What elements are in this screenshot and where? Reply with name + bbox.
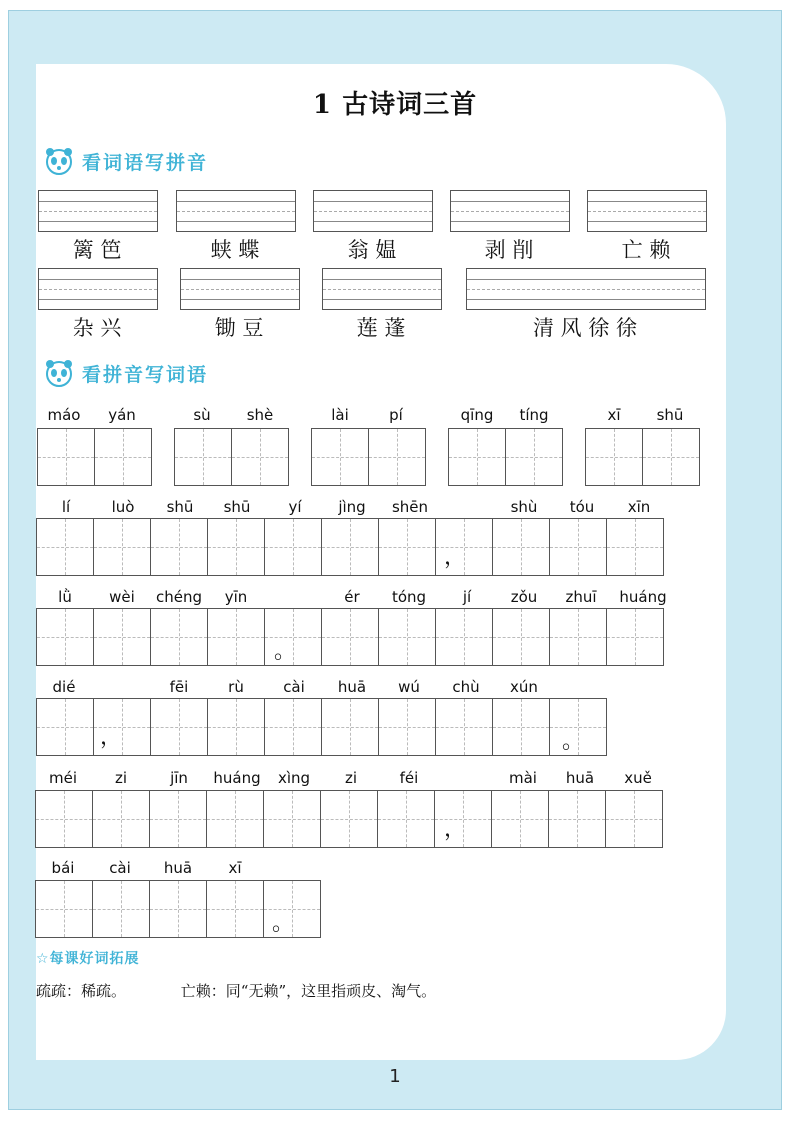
writing-cell[interactable] [94, 519, 151, 575]
pinyin-answer-box[interactable] [38, 190, 158, 232]
word: 清 风 徐 徐 [532, 316, 638, 340]
pinyin-answer-box[interactable] [450, 190, 570, 232]
writing-cell[interactable] [379, 699, 436, 755]
pinyin-label: chù [452, 678, 480, 696]
writing-grid[interactable] [585, 428, 700, 486]
writing-cell[interactable] [586, 429, 643, 485]
pinyin-label: shù [510, 498, 538, 516]
pinyin-label: xī [607, 406, 621, 424]
writing-cell[interactable] [151, 699, 208, 755]
pinyin-answer-box[interactable] [587, 190, 707, 232]
section1-header [42, 144, 208, 178]
pinyin-label: luò [111, 498, 135, 516]
pinyin-label: méi [48, 769, 77, 787]
writing-cell[interactable] [93, 881, 150, 937]
writing-cell[interactable] [232, 429, 288, 485]
writing-cell[interactable] [175, 429, 232, 485]
pinyin-label: lí [61, 498, 71, 516]
writing-cell[interactable] [150, 791, 207, 847]
pinyin-label: wèi [109, 588, 135, 606]
writing-cell[interactable] [379, 609, 436, 665]
section2-header [42, 356, 208, 390]
pinyin-label: máo [47, 406, 81, 424]
pinyin-label: jīn [170, 769, 188, 787]
writing-cell[interactable] [37, 519, 94, 575]
pinyin-label: xīn [627, 498, 651, 516]
extension-item: 疏疏：稀疏。 [36, 982, 127, 1000]
pinyin-label: shè [246, 406, 274, 424]
writing-cell[interactable] [506, 429, 562, 485]
period: 。 [272, 911, 295, 936]
section1-label: 看词语写拼音 [82, 151, 209, 174]
word: 杂 兴 [72, 316, 122, 340]
pinyin-label: pí [389, 406, 403, 424]
period: 。 [274, 639, 297, 664]
pinyin-label: shū [656, 406, 684, 424]
pinyin-label: yí [288, 498, 302, 516]
pinyin-answer-box[interactable] [180, 268, 300, 310]
writing-cell[interactable] [606, 791, 662, 847]
writing-cell[interactable] [36, 791, 93, 847]
pinyin-label: jìng [338, 498, 366, 516]
writing-cell[interactable] [493, 519, 550, 575]
writing-grid[interactable] [35, 790, 663, 848]
pinyin-label: dié [52, 678, 76, 696]
pinyin-label: huáng [619, 588, 667, 606]
writing-cell[interactable] [321, 791, 378, 847]
writing-cell[interactable] [150, 881, 207, 937]
pinyin-label: chéng [155, 588, 202, 606]
writing-cell[interactable] [322, 609, 379, 665]
extension-label: ☆每课好词拓展 [36, 951, 140, 967]
writing-cell[interactable] [208, 519, 265, 575]
pinyin-label: cài [109, 859, 131, 877]
page-number: 1 [389, 1066, 401, 1087]
writing-cell[interactable] [208, 699, 265, 755]
pinyin-label: lǜ [58, 588, 72, 606]
writing-cell[interactable] [265, 519, 322, 575]
pinyin-label: zǒu [510, 588, 538, 606]
pinyin-label: zi [114, 769, 128, 787]
writing-cell[interactable] [207, 881, 264, 937]
pinyin-answer-box[interactable] [466, 268, 706, 310]
pinyin-label: bái [51, 859, 75, 877]
pinyin-answer-box[interactable] [313, 190, 433, 232]
pinyin-label: tóu [569, 498, 595, 516]
comma: ， [444, 817, 467, 842]
writing-cell[interactable] [550, 519, 607, 575]
pinyin-label: huā [337, 678, 367, 696]
pinyin-label: fēi [169, 678, 189, 696]
writing-cell[interactable] [37, 609, 94, 665]
pinyin-label: shēn [391, 498, 429, 516]
word: 莲 蓬 [356, 316, 406, 340]
writing-cell[interactable] [95, 429, 151, 485]
pinyin-label: tóng [391, 588, 427, 606]
pinyin-label: sù [193, 406, 211, 424]
pinyin-label: qīng [460, 406, 494, 424]
writing-cell[interactable] [93, 791, 150, 847]
pinyin-label: tíng [519, 406, 549, 424]
writing-cell[interactable] [607, 609, 663, 665]
writing-cell[interactable] [36, 881, 93, 937]
comma: ， [444, 545, 467, 570]
pinyin-label: huáng [213, 769, 261, 787]
pinyin-label: xún [510, 678, 538, 696]
writing-cell[interactable] [549, 791, 606, 847]
pinyin-label: huā [565, 769, 595, 787]
writing-cell[interactable] [322, 699, 379, 755]
pinyin-label: yīn [224, 588, 248, 606]
word: 篱 笆 [72, 238, 122, 262]
writing-cell[interactable] [151, 609, 208, 665]
writing-cell[interactable] [264, 791, 321, 847]
panda-icon [42, 356, 76, 390]
pinyin-label: xuě [624, 769, 652, 787]
writing-cell[interactable] [436, 699, 493, 755]
pinyin-answer-box[interactable] [322, 268, 442, 310]
pinyin-label: yán [108, 406, 136, 424]
writing-cell[interactable] [265, 699, 322, 755]
extension-text [36, 980, 486, 1001]
writing-grid[interactable] [37, 428, 152, 486]
pinyin-label: rù [228, 678, 244, 696]
word: 翁 媪 [347, 238, 397, 262]
pinyin-label: xī [228, 859, 242, 877]
comma: ， [100, 725, 123, 750]
pinyin-label: ér [344, 588, 360, 606]
writing-cell[interactable] [436, 609, 493, 665]
pinyin-label: shū [166, 498, 194, 516]
pinyin-label: xìng [277, 769, 311, 787]
pinyin-answer-box[interactable] [38, 268, 158, 310]
pinyin-answer-box[interactable] [176, 190, 296, 232]
pinyin-label: shū [223, 498, 251, 516]
writing-cell[interactable] [379, 519, 436, 575]
pinyin-label: cài [283, 678, 305, 696]
writing-cell[interactable] [493, 699, 550, 755]
pinyin-label: zhuī [565, 588, 597, 606]
writing-cell[interactable] [322, 519, 379, 575]
pinyin-label: huā [163, 859, 193, 877]
word: 亡 赖 [621, 238, 671, 262]
writing-cell[interactable] [607, 519, 663, 575]
writing-grid[interactable] [174, 428, 289, 486]
pinyin-label: mài [509, 769, 537, 787]
writing-grid[interactable] [36, 518, 664, 576]
writing-cell[interactable] [38, 429, 95, 485]
pinyin-label: féi [399, 769, 419, 787]
writing-cell[interactable] [493, 609, 550, 665]
extension-item: 亡赖：同“无赖”，这里指顽皮、淘气。 [180, 982, 437, 1000]
writing-cell[interactable] [151, 519, 208, 575]
writing-cell[interactable] [378, 791, 435, 847]
writing-cell[interactable] [369, 429, 425, 485]
writing-grid[interactable] [311, 428, 426, 486]
pinyin-label: zi [344, 769, 358, 787]
writing-grid[interactable] [448, 428, 563, 486]
pinyin-label: lài [331, 406, 349, 424]
writing-cell[interactable] [492, 791, 549, 847]
lesson-title: 1 古诗词三首 [312, 90, 478, 120]
writing-cell[interactable] [550, 609, 607, 665]
writing-cell[interactable] [312, 429, 369, 485]
writing-cell[interactable] [207, 791, 264, 847]
writing-grid[interactable] [36, 608, 664, 666]
pinyin-label: jí [462, 588, 472, 606]
word: 锄 豆 [214, 316, 264, 340]
word: 剥 削 [484, 238, 534, 262]
pinyin-label: wú [398, 678, 420, 696]
writing-cell[interactable] [94, 609, 151, 665]
period: 。 [562, 729, 585, 754]
writing-cell[interactable] [37, 699, 94, 755]
writing-cell[interactable] [449, 429, 506, 485]
section2-label: 看拼音写词语 [82, 363, 209, 386]
panda-icon [42, 144, 76, 178]
word: 蛱 蝶 [210, 238, 260, 262]
writing-cell[interactable] [208, 609, 265, 665]
writing-cell[interactable] [643, 429, 699, 485]
